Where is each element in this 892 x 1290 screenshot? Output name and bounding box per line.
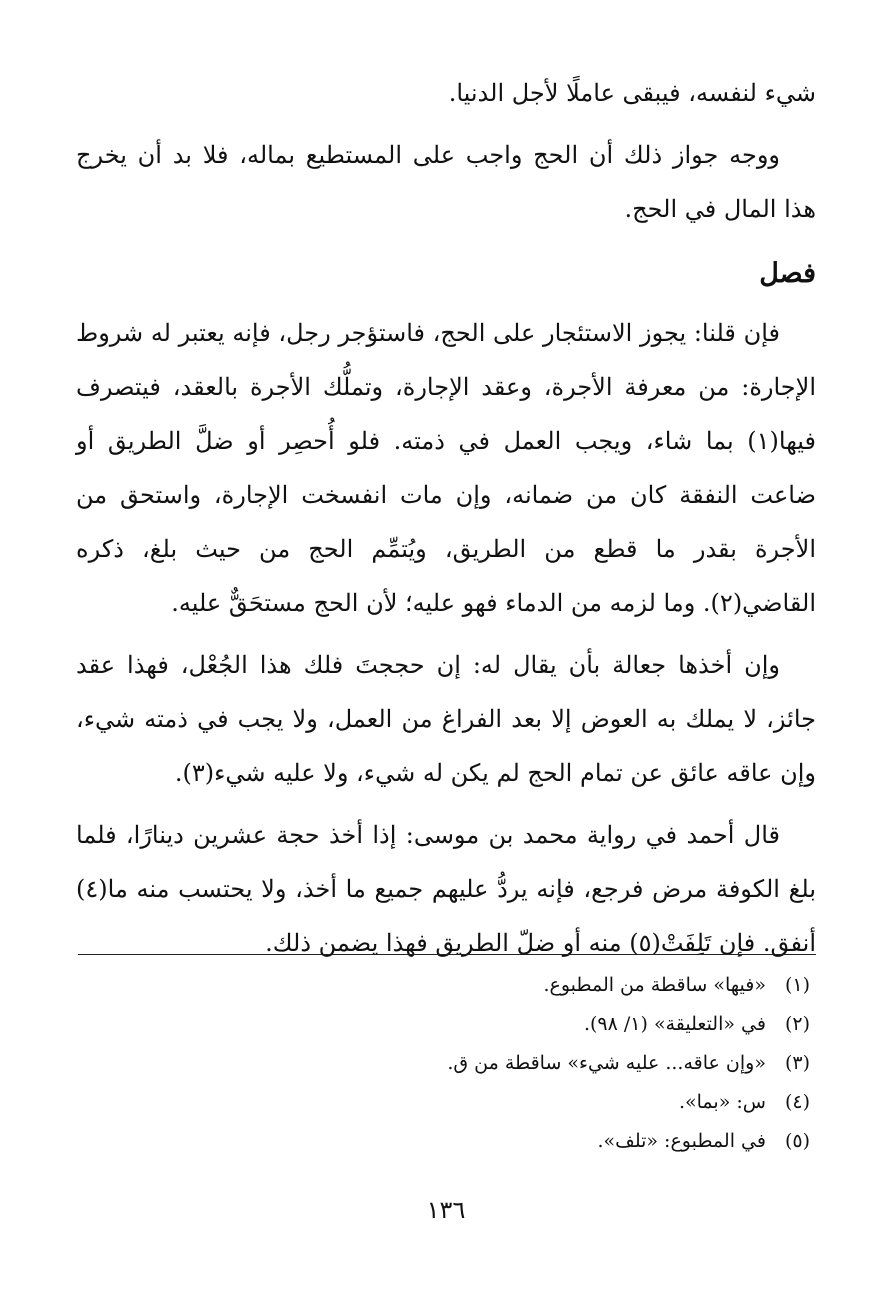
paragraph-hire-conditions: فإن قلنا: يجوز الاستئجار على الحج، فاستؤجر رجل، فإنه يعتبر له شروط الإجارة: من معرفة الأجرة، وعقد الإجارة، وتملُّك الأجرة بالعقد، فيتصرف فيها(١) بما شاء، ويجب العمل في ذمته. فلو أُحصِر أو ضلَّ الطريق أو ضاعت النفقة كان من ضمانه، وإن مات انفسخت الإجارة، واستحق من الأجرة بقدر ما قطع من الطريق، ويُتمِّم الحج من حيث بلغ، ذكره القاضي(٢). وما لزمه من الدماء فهو عليه؛ لأن الحج مستحَقٌّ عليه.	[76, 319, 817, 617]
paragraph-continuation: شيء لنفسه، فيبقى عاملًا لأجل الدنيا.	[448, 79, 816, 107]
footnote-number: (٤)	[784, 1091, 810, 1113]
footnote-text: «وإن عاقه... عليه شيء» ساقطة من ق.	[447, 1052, 766, 1074]
section-heading: فصل	[759, 258, 816, 289]
paragraph-ahmad-narration: قال أحمد في رواية محمد بن موسى: إذا أخذ حجة عشرين دينارًا، فلما بلغ الكوفة مرض فرجع، فإنه يردُّ عليهم جميع ما أخذ، ولا يحتسب منه ما(٤) أنفق. فإن تَلِفَتْ(٥) منه أو ضلّ الطريق فهذا يضمن ذلك.	[76, 821, 816, 957]
footnote-number: (٣)	[784, 1052, 810, 1074]
footnote-4	[76, 1083, 816, 1122]
footnote-text: «فيها» ساقطة من المطبوع.	[543, 974, 766, 996]
footnote-2	[76, 1005, 816, 1044]
page-number: ١٣٦	[426, 1196, 466, 1224]
footnote-text: س: «بما».	[678, 1091, 766, 1113]
footnote-divider	[78, 954, 816, 955]
footnote-1	[76, 966, 816, 1005]
footnote-text: في المطبوع: «تلف».	[597, 1130, 766, 1152]
footnote-number: (٢)	[784, 1013, 810, 1035]
footnote-text: في «التعليقة» (١/ ٩٨).	[583, 1013, 766, 1035]
footnote-number: (٥)	[784, 1130, 810, 1152]
footnote-number: (١)	[784, 974, 810, 996]
footnote-5	[76, 1122, 816, 1161]
footnote-3	[76, 1044, 816, 1083]
main-text	[76, 66, 816, 978]
paragraph-hajj-obligation: ووجه جواز ذلك أن الحج واجب على المستطيع بماله، فلا بد أن يخرج هذا المال في الحج.	[76, 141, 816, 223]
paragraph-jualah: وإن أخذها جعالة بأن يقال له: إن حججتَ فلك هذا الجُعْل، فهذا عقد جائز، لا يملك به العوض إلا بعد الفراغ من العمل، ولا يجب في ذمته شيء، وإن عاقه عائق عن تمام الحج لم يكن له شيء، ولا عليه شيء(٣).	[76, 651, 816, 787]
footnotes	[76, 966, 816, 1161]
